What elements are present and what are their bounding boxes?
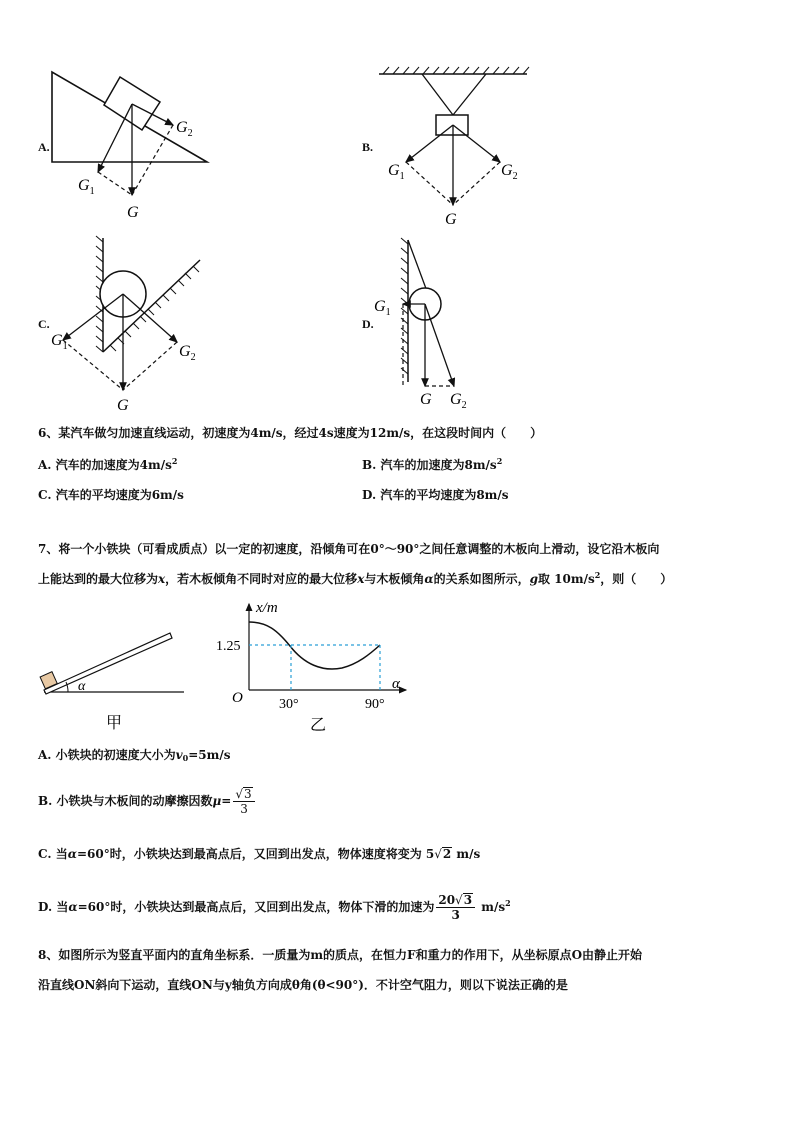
g2-label: $G_2$ bbox=[501, 162, 518, 182]
g2-label: $G_2$ bbox=[176, 119, 193, 139]
x-tick-30: 30° bbox=[279, 697, 299, 712]
y-tick-label: 1.25 bbox=[216, 639, 241, 654]
g-label: G bbox=[445, 211, 457, 228]
figure-c-wall-incline bbox=[45, 232, 225, 417]
alpha-label: α bbox=[78, 679, 86, 694]
q7-option-d: D. 当α=60°时，小铁块达到最高点后，又回到出发点，物体下滑的加速为 $\frac{20√3}{3}$ $m/s^2$ bbox=[38, 893, 511, 922]
q7-option-c: C. 当α=60°时，小铁块达到最高点后，又回到出发点，物体速度将变为 5√2 m/s bbox=[38, 847, 481, 861]
y-axis-label: x/m bbox=[256, 600, 278, 616]
caption-jia: 甲 bbox=[106, 715, 123, 732]
g1-label: $G_1$ bbox=[78, 177, 95, 197]
figure-d-wall-string bbox=[372, 232, 492, 417]
x-axis-label: α bbox=[392, 676, 400, 692]
q8-stem-line2: 沿直线ON斜向下运动，直线ON与y轴负方向成θ角(θ<90°)．不计空气阻力，则以下说法正确的是 bbox=[38, 978, 568, 992]
q6-option-c: C. 汽车的平均速度为6m/s bbox=[38, 488, 184, 502]
q8-stem-line1: 8、如图所示为竖直平面内的直角坐标系．一质量为m的质点，在恒力F和重力的作用下，从坐标原点O由静止开始 bbox=[38, 948, 643, 962]
option-b-letter: B. bbox=[362, 140, 374, 154]
q6-option-b: B. 汽车的加速度为$8m/s^2$ bbox=[362, 456, 503, 472]
option-d-letter: D. bbox=[362, 317, 374, 331]
g2-label: $G_2$ bbox=[179, 343, 196, 363]
accel-fraction: $\frac{20√3}{3}$ bbox=[436, 893, 475, 922]
q7-stem-line1: 7、将一个小铁块（可看成质点）以一定的初速度，沿倾角可在0°～90°之间任意调整的木板向上滑动，设它沿木板向 bbox=[38, 542, 660, 556]
q6-option-d: D. 汽车的平均速度为8m/s bbox=[362, 488, 509, 502]
origin-label: O bbox=[232, 690, 243, 706]
g2-label: $G_2$ bbox=[450, 391, 467, 411]
g-label: G bbox=[117, 397, 129, 414]
mu-fraction: $\frac{√3}{3}$ bbox=[233, 787, 254, 816]
q6-option-a: A. 汽车的加速度为$4m/s^2$ bbox=[38, 456, 178, 472]
figure-jia-incline bbox=[38, 628, 188, 738]
q7-stem-line2: 上能达到的最大位移为x，若木板倾角不同时对应的最大位移x与木板倾角α的关系如图所示，g取 $10m/s^2$，则（ ） bbox=[38, 570, 673, 586]
g1-label: $G_1$ bbox=[374, 298, 391, 318]
q7-option-b: B. 小铁块与木板间的动摩擦因数μ= $\frac{√3}{3}$ bbox=[38, 786, 257, 816]
q7-option-a: A. 小铁块的初速度大小为$v_0=5m/s$ bbox=[38, 748, 231, 763]
x-tick-90: 90° bbox=[365, 697, 385, 712]
q6-stem: 6、某汽车做匀加速直线运动，初速度为4m/s，经过4s速度为12m/s，在这段时间内（ ） bbox=[38, 426, 543, 440]
figure-b-hanging bbox=[375, 60, 535, 230]
figure-yi-graph bbox=[212, 598, 412, 738]
caption-yi: 乙 bbox=[310, 717, 327, 734]
option-a-letter: A. bbox=[38, 140, 50, 154]
option-c-letter: C. bbox=[38, 317, 50, 331]
figure-a-incline bbox=[50, 60, 220, 225]
g-label: G bbox=[127, 204, 139, 221]
g1-label: $G_1$ bbox=[388, 162, 405, 182]
g-label: G bbox=[420, 391, 432, 408]
g1-label: $G_1$ bbox=[51, 332, 68, 352]
